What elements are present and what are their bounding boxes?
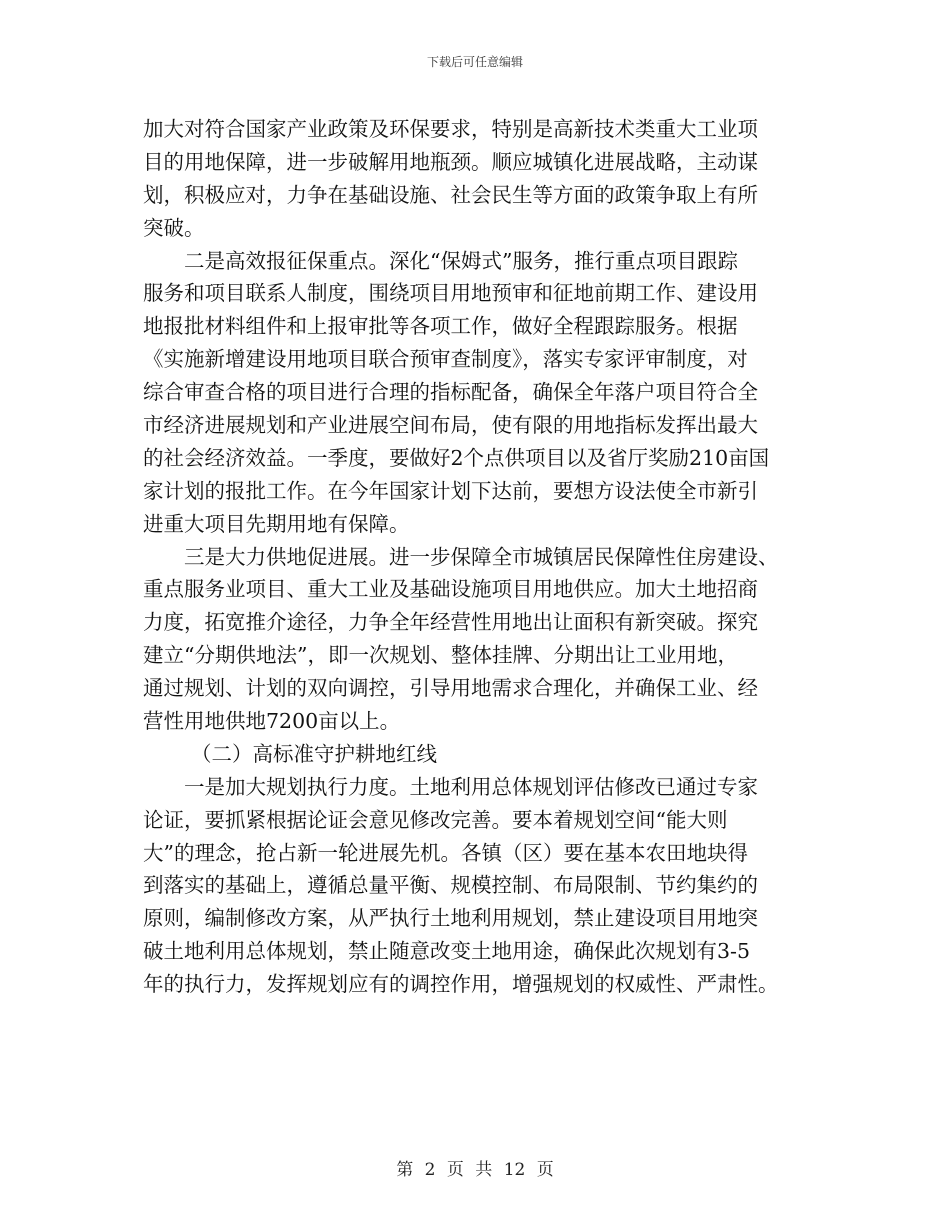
text-line: 论证，要抓紧根据论证会意见修改完善。要本着规划空间“能大则 [143, 807, 728, 832]
text-line: 划，积极应对，力争在基础设施、社会民生等方面的政策争取上有所 [143, 182, 758, 207]
page-header-note: 下载后可任意编辑 [426, 55, 523, 69]
text-line: 通过规划、计划的双向调控，引导用地需求合理化，并确保工业、经 [143, 676, 758, 701]
text-line: 破土地利用总体规划，禁止随意改变土地用途，确保此次规划有3-5 [143, 939, 751, 964]
text-line: 目的用地保障，进一步破解用地瓶颈。顺应城镇化进展战略，主动谋 [143, 149, 758, 174]
paragraph-start-line: 一是加大规划执行力度。土地利用总体规划评估修改已通过专家 [184, 774, 758, 799]
page-number: 第 2 页 共 12 页 [396, 1160, 554, 1180]
text-line: 原则，编制修改方案，从严执行土地利用规划，禁止建设项目用地突 [143, 906, 758, 931]
document-body [143, 113, 813, 1001]
text-line: 的社会经济效益。一季度，要做好2个点供项目以及省厅奖励210亩国 [143, 445, 770, 470]
text-line: 年的执行力，发挥规划应有的调控作用，增强规划的权威性、严肃性。 [143, 972, 779, 997]
text-line: 服务和项目联系人制度，围绕项目用地预审和征地前期工作、建设用 [143, 281, 758, 306]
text-line: 突破。 [143, 215, 205, 240]
text-line: 大”的理念，抢占新一轮进展先机。各镇（区）要在基本农田地块得 [143, 840, 748, 865]
text-line: 进重大项目先期用地有保障。 [143, 511, 410, 536]
paragraph-start-line: 二是高效报征保重点。深化“保姆式”服务，推行重点项目跟踪 [184, 248, 738, 273]
text-line: 到落实的基础上，遵循总量平衡、规模控制、布局限制、节约集约的 [143, 873, 758, 898]
section-heading: （二）高标准守护耕地红线 [191, 741, 437, 766]
paragraph-start-line: 三是大力供地促进展。进一步保障全市城镇居民保障性住房建设、 [184, 544, 779, 569]
text-line: 重点服务业项目、重大工业及基础设施项目用地供应。加大土地招商 [143, 577, 758, 602]
text-line: 建立“分期供地法”，即一次规划、整体挂牌、分期出让工业用地， [143, 643, 738, 668]
text-line: 力度，拓宽推介途径，力争全年经营性用地出让面积有新突破。探究 [143, 610, 758, 635]
text-line: 家计划的报批工作。在今年国家计划下达前，要想方设法使全市新引 [143, 478, 758, 503]
text-line: 地报批材料组件和上报审批等各项工作，做好全程跟踪服务。根据 [143, 314, 738, 339]
text-line: 营性用地供地7200亩以上。 [143, 709, 401, 734]
text-line: 《实施新增建设用地项目联合预审查制度》，落实专家评审制度，对 [143, 347, 748, 372]
text-line: 加大对符合国家产业政策及环保要求，特别是高新技术类重大工业项 [143, 117, 758, 141]
text-line: 市经济进展规划和产业进展空间布局，使有限的用地指标发挥出最大 [143, 413, 758, 438]
text-line: 综合审查合格的项目进行合理的指标配备，确保全年落户项目符合全 [143, 380, 758, 405]
